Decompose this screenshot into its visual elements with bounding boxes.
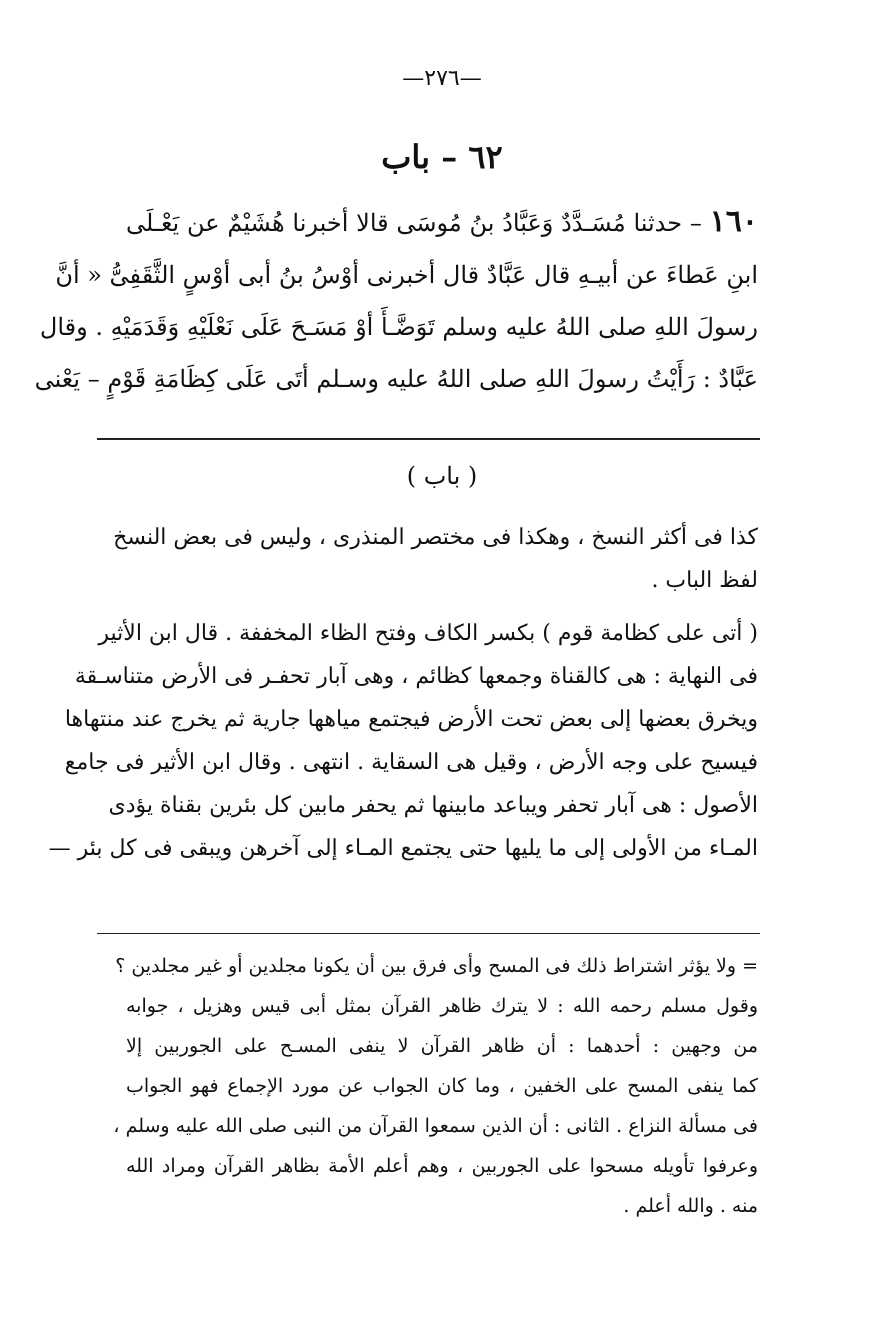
chapter-heading: ٦٢ – باب (381, 138, 503, 176)
commentary-line: فى النهاية : هى كالقناة وجمعها كظائم ، وهى آبار تحفـر فى الأرض متناسـقة (74, 664, 758, 689)
footnote-line: وعرفوا تأويله مسحوا على الجوربين ، وهم أعلم الأمة بظاهر القرآن ومراد الله (126, 1155, 758, 1177)
hadith-line: ١٦٠ – حدثنا مُسَـدَّدٌ وَعَبَّادُ بنُ مُوسَى قالا أخبرنا هُشَيْمٌ عن يَعْـلَى (126, 204, 758, 239)
commentary-line: المـاء من الأولى إلى ما يليها حتى يجتمع المـاء إلى آخرهن ويبقى فى كل بئر — (48, 836, 758, 861)
commentary-line: ويخرق بعضها إلى بعض تحت الأرض فيجتمع مياهها جارية ثم يخرج عند منتهاها (64, 707, 758, 732)
page-number: —٢٧٦— (402, 66, 482, 91)
commentary-line: ( أتى على كظامة قوم ) بكسر الكاف وفتح الظاء المخففة . قال ابن الأثير (98, 621, 758, 646)
footnote-line: وقول مسلم رحمه الله : لا يترك ظاهر القرآن بمثل أبى قيس وهزيل ، جوابه (126, 995, 758, 1017)
paragraph-gap (126, 602, 758, 612)
commentary-line: فيسيح على وجه الأرض ، وقيل هى السقاية . انتهى . وقال ابن الأثير فى جامع (64, 750, 758, 775)
hadith-line: ابنِ عَطاءَ عن أبيـهِ قال عَبَّادٌ قال أخبرنى أوْسُ بنُ أبى أوْسٍ الثَّقَفِىُّ « أنَّ (55, 261, 758, 289)
commentary-line: لفظ الباب . (651, 568, 758, 593)
commentary-text (48, 516, 758, 870)
hadith-line: رسولَ اللهِ صلى اللهُ عليه وسلم تَوَضَّـأَ أوْ مَسَـحَ عَلَى نَعْلَيْهِ وَقَدَمَيْهِ . وقال (39, 313, 758, 341)
footnote-line: من وجهين : أحدهما : أن ظاهر القرآن لا ينفى المسـح على الجوربين إلا (126, 1035, 758, 1057)
hadith-text (34, 196, 758, 405)
text-divider (97, 438, 760, 440)
commentary-line: كذا فى أكثر النسخ ، وهكذا فى مختصر المنذرى ، وليس فى بعض النسخ (113, 525, 758, 550)
footnote-line: فى مسألة النزاع . الثانى : أن الذين سمعوا القرآن من النبى صلى الله عليه وسلم ، (113, 1115, 758, 1137)
footnote-text (113, 946, 758, 1226)
footnote-line: = ولا يؤثر اشتراط ذلك فى المسح وأى فرق بين أن يكونا مجلدين أو غير مجلدين ؟ (115, 955, 758, 977)
footnote-line: كما ينفى المسح على الخفين ، وما كان الجواب عن مورد الإجماع فهو الجواب (126, 1075, 758, 1097)
commentary-line: الأصول : هى آبار تحفر ويباعد مابينها ثم يحفر مابين كل بئرين بقناة يؤدى (108, 793, 758, 818)
commentary-heading: ( باب ) (406, 462, 478, 490)
hadith-number: ١٦٠ (709, 204, 758, 239)
hadith-line: عَبَّادٌ : رَأَيْتُ رسولَ اللهِ صلى اللهُ عليه وسـلم أتَى عَلَى كِظَامَةِ قَوْمٍ – يَعْنى (34, 365, 758, 393)
footnote-line: منه . والله أعلم . (623, 1195, 758, 1217)
footnote-divider (97, 933, 760, 934)
